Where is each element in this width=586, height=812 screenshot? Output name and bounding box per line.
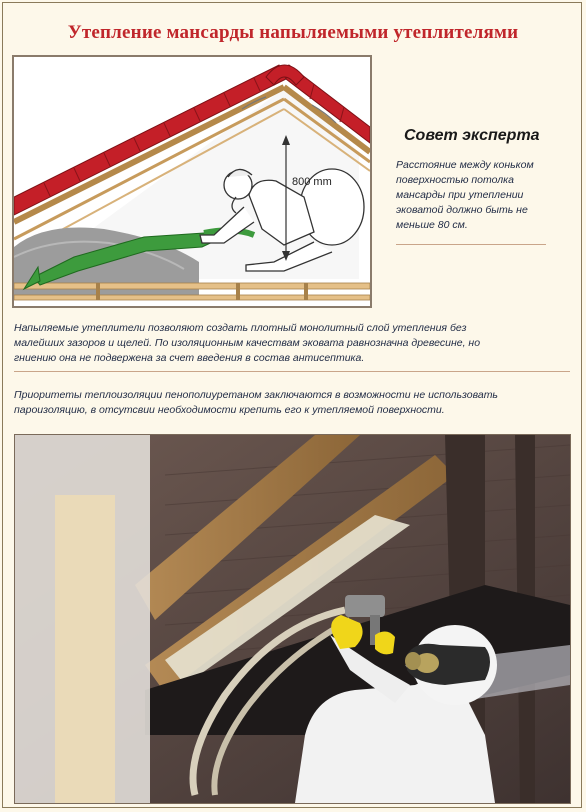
attic-spray-photo — [14, 434, 571, 804]
paragraph-line: Приоритеты теплоизоляции пенополиуретаном заключаются в возможности не использовать — [14, 389, 498, 401]
expert-line: эковатой должно быть не — [396, 204, 528, 216]
paragraph-line: малейших зазоров и щелей. По изоляционным качествам эковата равнозначна древесине, но — [14, 337, 481, 349]
expert-line: Расстояние между коньком — [396, 159, 534, 171]
attic-diagram-svg — [14, 57, 370, 306]
expert-text — [396, 158, 566, 233]
attic-spray-photo-svg — [15, 435, 570, 803]
page-title: Утепление мансарды напыляемыми утеплителями — [67, 22, 519, 43]
expert-line: мансарды при утеплении — [396, 189, 524, 201]
spray-gun — [345, 595, 385, 617]
height-label: 800 mm — [292, 176, 332, 188]
paragraph-divider — [14, 371, 570, 372]
attic-diagram — [12, 55, 372, 308]
paragraph-line: Напыляемые утеплители позволяют создать плотный монолитный слой утепления без — [14, 322, 467, 334]
expert-divider — [396, 244, 546, 245]
expert-line: поверхностью потолка — [396, 174, 514, 186]
paragraph-spray-insulation — [14, 321, 574, 366]
expert-title: Совет эксперта — [404, 127, 540, 144]
expert-line: меньше 80 см. — [396, 219, 468, 231]
paragraph-line: гниению она не подвержена за счет введения в состав антисептика. — [14, 352, 365, 364]
paragraph-line: пароизоляцию, в отсутсвии необходимости крепить его к утепляемой поверхности. — [14, 404, 445, 416]
paragraph-polyurethane — [14, 388, 574, 418]
